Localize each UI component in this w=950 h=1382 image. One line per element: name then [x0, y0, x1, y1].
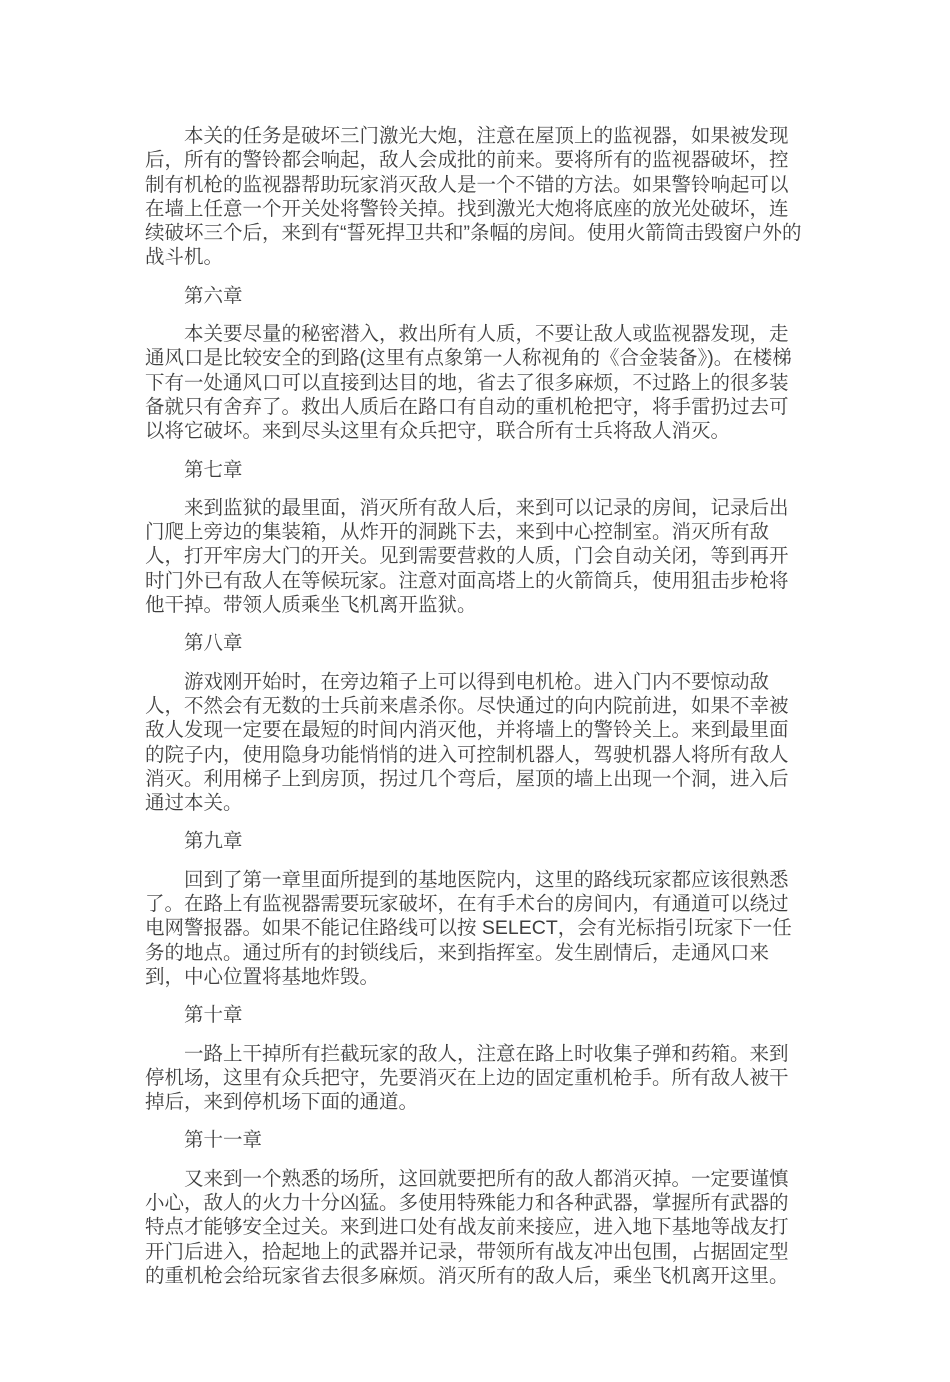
chapter-paragraph-6: 本关要尽量的秘密潜入，救出所有人质，不要让敌人或监视器发现，走通风口是比较安全的到路(这里有点象第一人称视角的《合金装备》)。在楼梯下有一处通风口可以直接到达目的地，省去了很多麻烦，不过路上的很多装备就只有舍弃了。救出人质后在路口有自动的重机枪把守，将手雷扔过去可以将它破坏。来到尽头这里有众兵把守，联合所有士兵将敌人消灭。: [145, 323, 792, 443]
chapter-heading-6: 第六章: [184, 284, 243, 307]
chapter-heading-10: 第十章: [184, 1004, 243, 1027]
chapter-heading-11: 第十一章: [184, 1129, 263, 1152]
chapter-paragraph-9: 回到了第一章里面所提到的基地医院内，这里的路线玩家都应该很熟悉了。在路上有监视器需要玩家破坏，在有手术台的房间内，有通道可以绕过电网警报器。如果不能记住路线可以按 SELECT，会有光标指引玩家下一任务的地点。通过所有的封锁线后，来到指挥室。发生剧情后，走通风口来到，中心位置将基地炸毁。: [145, 868, 792, 988]
chapter-paragraph-7: 来到监狱的最里面，消灭所有敌人后，来到可以记录的房间，记录后出门爬上旁边的集装箱，从炸开的洞跳下去，来到中心控制室。消灭所有敌人，打开牢房大门的开关。见到需要营救的人质，门会自动关闭，等到再开时门外已有敌人在等候玩家。注意对面高塔上的火箭筒兵，使用狙击步枪将他干掉。带领人质乘坐飞机离开监狱。: [145, 496, 789, 617]
chapter-heading-9: 第九章: [184, 830, 243, 853]
chapter-heading-8: 第八章: [184, 632, 243, 655]
chapter-paragraph-10: 一路上干掉所有拦截玩家的敌人，注意在路上时收集子弹和药箱。来到停机场，这里有众兵把守，先要消灭在上边的固定重机枪手。所有敌人被干掉后，来到停机场下面的通道。: [145, 1042, 789, 1114]
chapter-heading-7: 第七章: [184, 458, 243, 481]
intro-paragraph: 本关的任务是破坏三门激光大炮，注意在屋顶上的监视器，如果被发现后，所有的警铃都会响起，敌人会成批的前来。要将所有的监视器破坏，控制有机枪的监视器帮助玩家消灭敌人是一个不错的方法。如果警铃响起可以在墙上任意一个开关处将警铃关掉。找到激光大炮将底座的放光处破坏，连续破坏三个后，来到有“誓死捍卫共和”条幅的房间。使用火箭筒击毁窗户外的战斗机。: [145, 125, 802, 269]
chapter-paragraph-11: 又来到一个熟悉的场所，这回就要把所有的敌人都消灭掉。一定要谨慎小心，敌人的火力十分凶猛。多使用特殊能力和各种武器，掌握所有武器的特点才能够安全过关。来到进口处有战友前来接应，进入地下基地等战友打开门后进入，拾起地上的武器并记录，带领所有战友冲出包围，占据固定型的重机枪会给玩家省去很多麻烦。消灭所有的敌人后，乘坐飞机离开这里。: [145, 1167, 789, 1287]
chapter-paragraph-8: 游戏刚开始时，在旁边箱子上可以得到电机枪。进入门内不要惊动敌人，不然会有无数的士兵前来虐杀你。尽快通过的向内院前进，如果不幸被敌人发现一定要在最短的时间内消灭他，并将墙上的警铃关上。来到最里面的院子内，使用隐身功能悄悄的进入可控制机器人，驾驶机器人将所有敌人消灭。利用梯子上到房顶，拐过几个弯后，屋顶的墙上出现一个洞，进入后通过本关。: [145, 670, 789, 815]
